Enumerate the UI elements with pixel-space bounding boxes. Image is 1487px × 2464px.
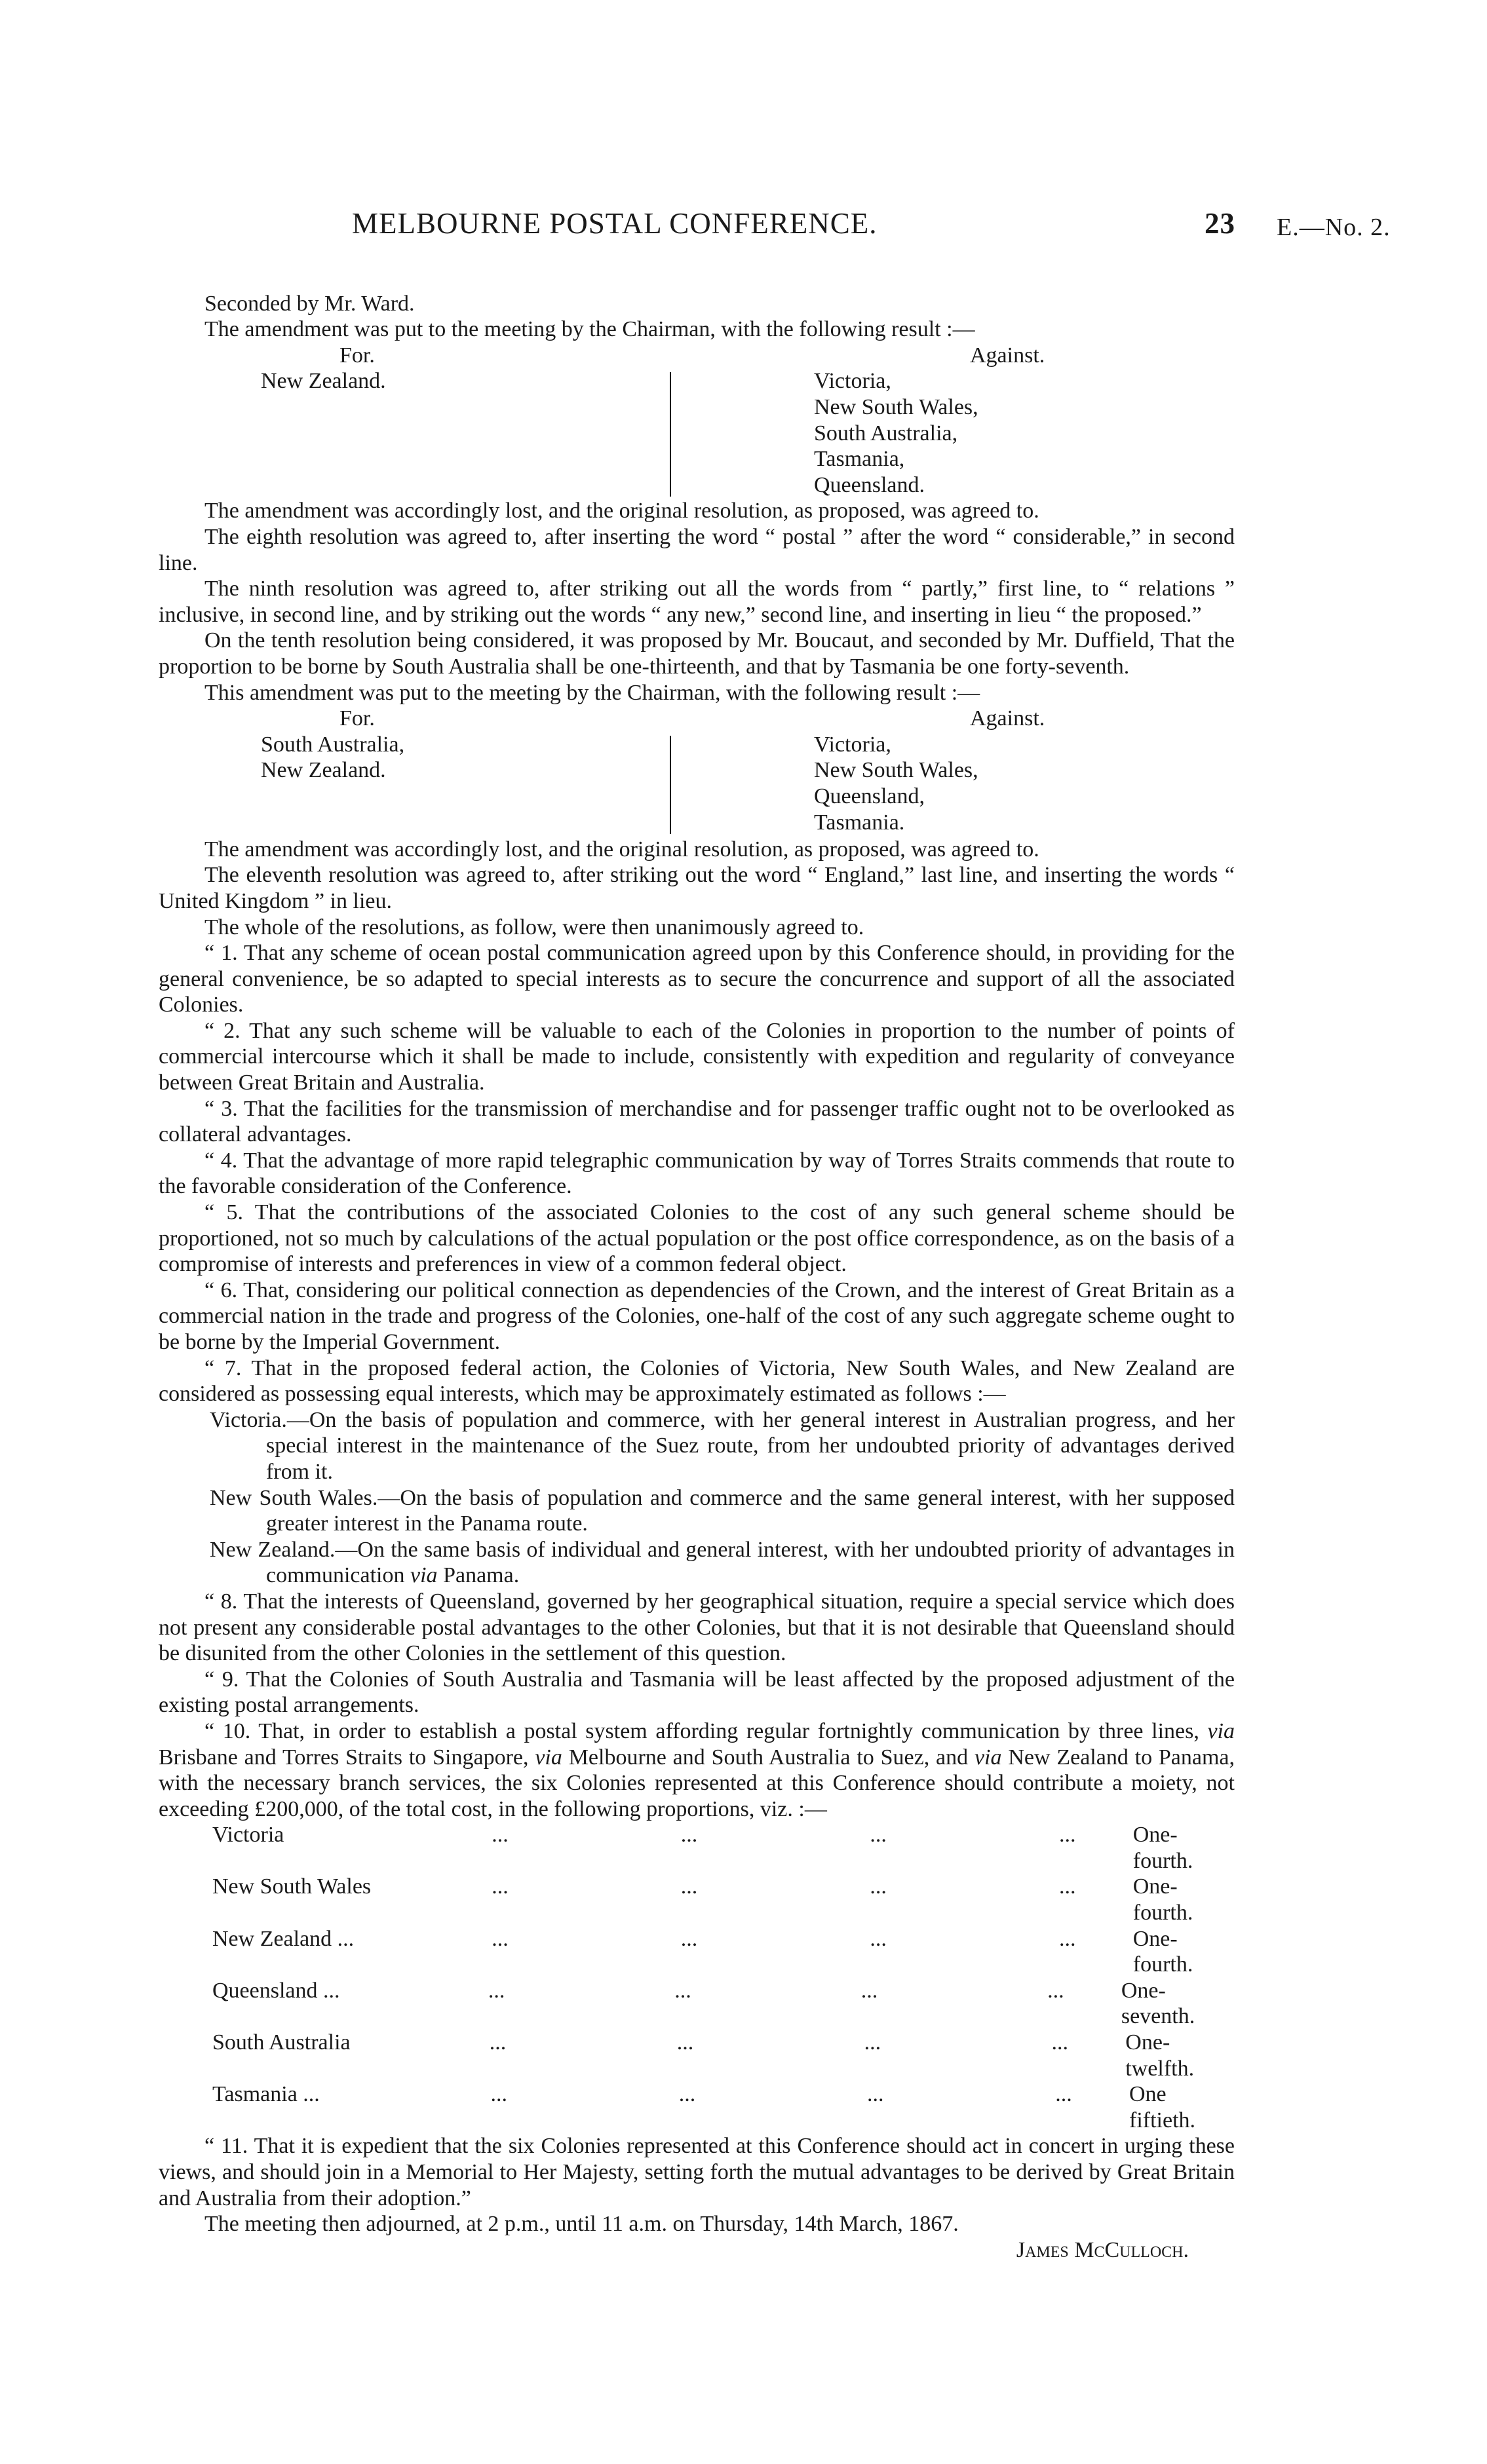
running-title: MELBOURNE POSTAL CONFERENCE. bbox=[352, 207, 878, 240]
vote-table-1 bbox=[159, 343, 1235, 499]
vote-divider bbox=[670, 372, 671, 497]
vote-for-heading: For. bbox=[339, 706, 375, 731]
table-row: Tasmania ... ... ... ... ... One fiftieth. bbox=[212, 2082, 1196, 2132]
amendment-intro-1: The amendment was put to the meeting by the Chairman, with the following result :— bbox=[204, 317, 975, 342]
resolution-7: “ 7. That in the proposed federal action, the Colonies of Victoria, New South Wales, and New Zealand are considered as possessing equal interests, which may be approximately estimated as follows :— bbox=[159, 1355, 1235, 1407]
resolution-3: “ 3. That the facilities for the transmission of merchandise and for passenger traffic ought not to be overlooked as collateral advantages. bbox=[159, 1096, 1235, 1147]
tenth-resolution: On the tenth resolution being considered, it was proposed by Mr. Boucaut, and seconded by Mr. Duffield, That the proportion to be borne by South Australia shall be one-thirteenth, and that by Tasmania be one forty-seventh. bbox=[159, 628, 1235, 679]
ninth-resolution: The ninth resolution was agreed to, after striking out all the words from “ partly,” first line, to “ relations ” inclusive, in second line, and by striking out the words “ any new,” second line, and inserting in lieu “ the proposed.” bbox=[159, 577, 1235, 627]
resolution-11: “ 11. That it is expedient that the six Colonies represented at this Conference should act in concert in urging these views, and should join in a Memorial to Her Majesty, setting forth the mutual advantages to be derived by Great Britain and Australia from their adoption.” bbox=[159, 2134, 1235, 2210]
estimate-new-zealand: New Zealand.—On the same basis of individual and general interest, with her undoubted priority of advantages in communication via Panama. bbox=[210, 1537, 1235, 1588]
eleventh-resolution: The eleventh resolution was agreed to, after striking out the word “ England,” last line, and inserting the words “ United Kingdom ” in lieu. bbox=[159, 863, 1235, 913]
table-row: New South Wales ... ... ... ... One-fourth. bbox=[212, 1874, 1193, 1925]
adjournment-line: The meeting then adjourned, at 2 p.m., until 11 a.m. on Thursday, 14th March, 1867. bbox=[204, 2212, 959, 2237]
resolution-10: “ 10. That, in order to establish a postal system affording regular fortnightly communication by three lines, via Brisbane and Torres Straits to Singapore, via Melbourne and South Australia to Suez, and via New Zealand to Panama, with the necessary branch services, the six Colonies represented at this Conference should contribute a moiety, not exceeding £200,000, of the total cost, in the following proportions, viz. :— bbox=[159, 1718, 1235, 1821]
amendment-lost-2: The amendment was accordingly lost, and the original resolution, as proposed, was agreed to. bbox=[204, 837, 1039, 862]
resolution-7-estimates bbox=[159, 1407, 1235, 1589]
table-row: New Zealand ... ... ... ... ... One-fourth. bbox=[212, 1926, 1193, 1977]
amendment-intro-2: This amendment was put to the meeting by the Chairman, with the following result :— bbox=[204, 680, 980, 705]
vote-for-list: New Zealand. bbox=[261, 369, 386, 394]
table-row: South Australia ... ... ... ... One-twelfth. bbox=[212, 2030, 1195, 2081]
proportions-table bbox=[212, 1822, 1235, 2133]
page-number: 23 bbox=[1205, 207, 1235, 240]
body-text bbox=[159, 265, 1235, 2263]
signature: James McCulloch. bbox=[1016, 2237, 1189, 2262]
vote-for-heading: For. bbox=[339, 343, 375, 368]
resolution-4: “ 4. That the advantage of more rapid telegraphic communication by way of Torres Straits commends that route to the favorable consideration of the Conference. bbox=[159, 1148, 1235, 1199]
table-row: Victoria ... ... ... ... One-fourth. bbox=[212, 1823, 1193, 1873]
seconded-line: Seconded by Mr. Ward. bbox=[204, 291, 415, 316]
vote-against-list: Victoria, New South Wales, Queensland, Tasmania. bbox=[814, 732, 978, 835]
vote-against-list: Victoria, New South Wales, South Australia, Tasmania, Queensland. bbox=[814, 369, 978, 497]
amendment-lost-1: The amendment was accordingly lost, and the original resolution, as proposed, was agreed to. bbox=[204, 499, 1039, 523]
resolution-9: “ 9. That the Colonies of South Australia and Tasmania will be least affected by the proposed adjustment of the existing postal arrangements. bbox=[159, 1667, 1235, 1718]
resolution-2: “ 2. That any such scheme will be valuable to each of the Colonies in proportion to the number of points of commercial intercourse which it shall be made to include, consistently with expedition and regularity of conveyance between Great Britain and Australia. bbox=[159, 1018, 1235, 1095]
document-reference: E.—No. 2. bbox=[1277, 214, 1391, 241]
resolution-1: “ 1. That any scheme of ocean postal communication agreed upon by this Conference should, in providing for the general convenience, be so adapted to special interests as to secure the concurrence and support of all the associated Colonies. bbox=[159, 941, 1235, 1017]
resolution-5: “ 5. That the contributions of the associated Colonies to the cost of any such general scheme should be proportioned, not so much by calculations of the actual population or the post office correspondence, as on the basis of a compromise of interests and preferences in view of a common federal object. bbox=[159, 1200, 1235, 1277]
table-row: Queensland ... ... ... ... ... One-seventh. bbox=[212, 1978, 1195, 2029]
estimate-new-south-wales: New South Wales.—On the basis of population and commerce and the same general interest, with her supposed greater interest in the Panama route. bbox=[210, 1485, 1235, 1536]
estimate-victoria: Victoria.—On the basis of population and commerce, with her general interest in Australian progress, and her special interest in the maintenance of the Suez route, from her undoubted priority of advantages derived from it. bbox=[210, 1407, 1235, 1484]
vote-against-heading: Against. bbox=[970, 706, 1045, 731]
resolutions-intro: The whole of the resolutions, as follow, were then unanimously agreed to. bbox=[204, 915, 864, 939]
vote-table-2 bbox=[159, 706, 1235, 837]
eighth-resolution: The eighth resolution was agreed to, after inserting the word “ postal ” after the word “ considerable,” in second line. bbox=[159, 524, 1235, 575]
resolution-6: “ 6. That, considering our political connection as dependencies of the Crown, and the interest of Great Britain as a commercial nation in the trade and progress of the Colonies, one-half of the cost of any such aggregate scheme ought to be borne by the Imperial Government. bbox=[159, 1278, 1235, 1354]
resolution-8: “ 8. That the interests of Queensland, governed by her geographical situation, require a special service which does not present any considerable postal advantages to the other Colonies, but that it is not desirable that Queensland should be disunited from the other Colonies in the settlement of this question. bbox=[159, 1589, 1235, 1666]
vote-for-list: South Australia, New Zealand. bbox=[261, 732, 405, 783]
vote-divider bbox=[670, 736, 671, 834]
vote-against-heading: Against. bbox=[970, 343, 1045, 368]
